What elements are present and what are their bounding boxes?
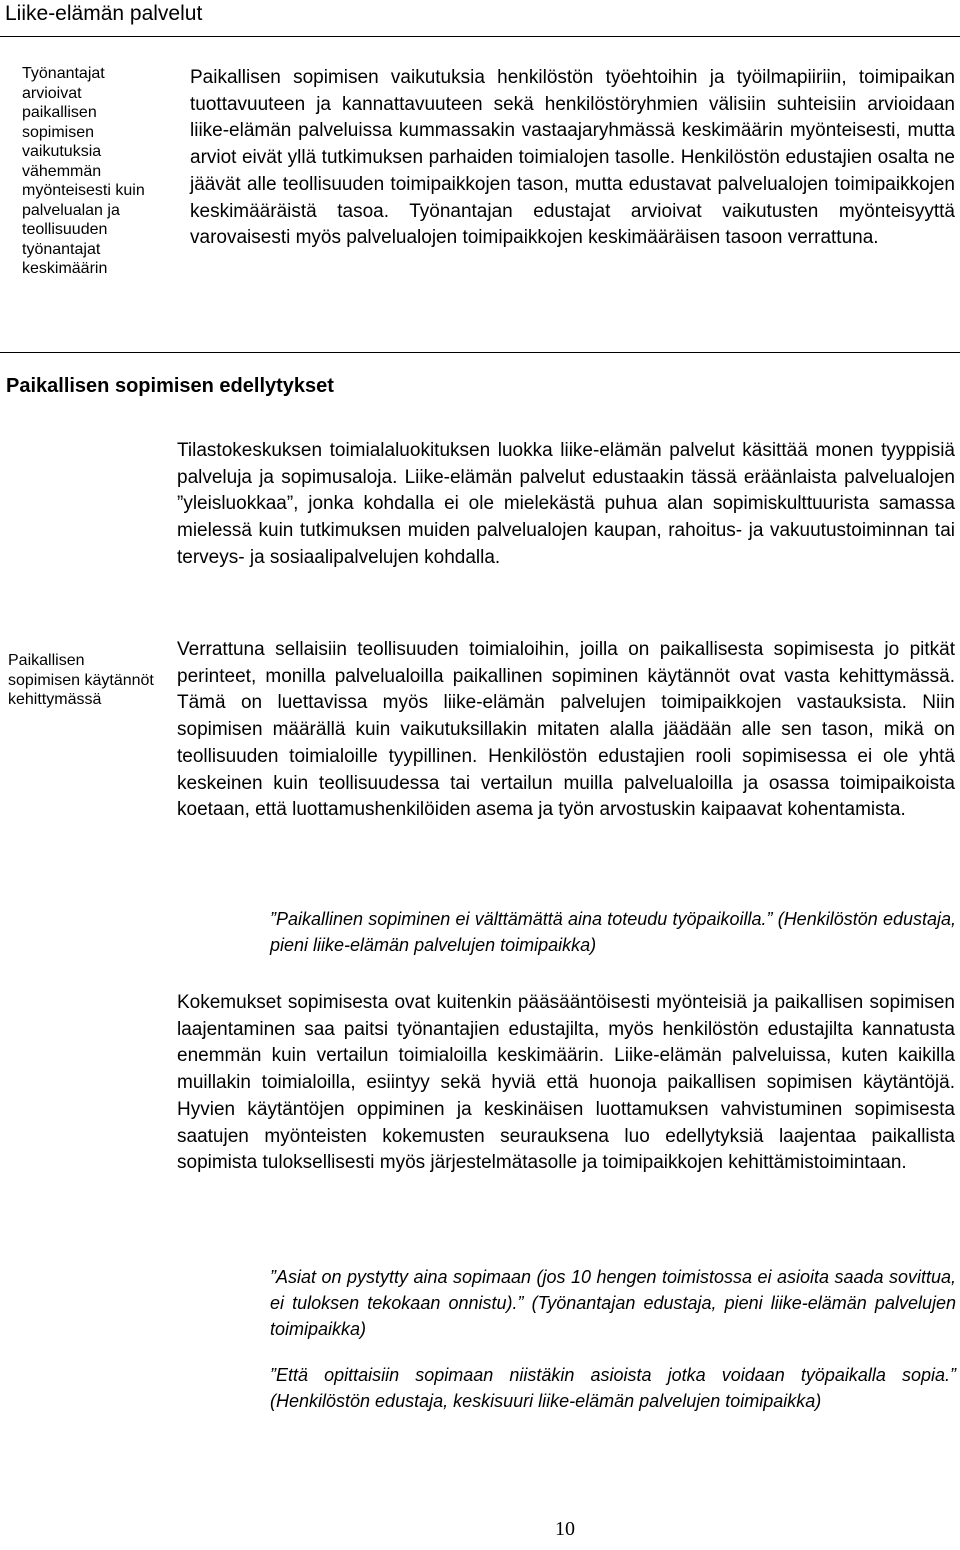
section-heading: Paikallisen sopimisen edellytykset — [6, 375, 334, 397]
margin-note-practices: Paikallisen sopimisen käytännöt kehittymässä — [8, 652, 154, 708]
paragraph-comparison: Verrattuna sellaisiin teollisuuden toimialoihin, joilla on paikallisesta sopimisesta jo pitkät perinteet, monilla palvelualoilla paikallinen sopiminen käytännöt ovat vasta kehittymässä. Tämä on luettavissa myös liike-elämän palvelujen toimipaikkojen vastauksista. Niin sopimisen määrällä kuin vaikutuksillakin mitaten alalla jäädään alle sen tason, mikä on teollisuuden toimialoille tyypillinen. Henkilöstön edustajien rooli sopimisessa ei ole yhtä keskeinen kuin teollisuudessa tai vertailun muilla palvelualoilla ja osassa toimipaikoista koetaan, että luottamushenkilöiden asema ja työn arvostuskin kaipaavat kohentamista. — [177, 639, 955, 821]
paragraph-experiences: Kokemukset sopimisesta ovat kuitenkin pääsääntöisesti myönteisiä ja paikallisen sopimisen laajentaminen saa paitsi työnantajien edustajilta, myös henkilöstön edustajilta kannatusta enemmän kuin vertailun toimialoilla keskimäärin. Liike-elämän palveluissa, kuten kaikilla muillakin toimialoilla, esiintyy sekä hyviä että huonoja paikallisen sopimisen käytäntöjä. Hyvien käytäntöjen oppiminen ja keskinäisen luottamuksen vahvistuminen sopimisesta saatujen myönteisten kokemusten seurauksena luo edellytyksiä laajentaa paikallista sopimista tuloksellisesti myös järjestelmätasolle ja toimipaikkojen kehittämistoimintaan. — [177, 992, 955, 1174]
margin-note-employers: Työnantajat arvioivat paikallisen sopimisen vaikutuksia vähemmän myönteisesti kuin palvelualan ja teollisuuden työnantajat keskimäärin — [22, 65, 145, 277]
quote-employee-representative-2: ”Että opittaisiin sopimaan niistäkin asioista jotka voidaan työpaikalla sopia.” (Henkilöstön edustaja, keskisuuri liike-elämän palvelujen toimipaikka) — [270, 1365, 956, 1411]
section-rule — [0, 352, 960, 353]
quote-employer-representative: ”Asiat on pystytty aina sopimaan (jos 10 hengen toimistossa ei asioita saada sovittua, ei tuloksen tekokaan onnistu).” (Työnantajan edustaja, pieni liike-elämän palvelujen toimipaikka) — [270, 1267, 956, 1339]
header-rule — [0, 36, 960, 37]
paragraph-classification: Tilastokeskuksen toimialaluokituksen luokka liike-elämän palvelut käsittää monen tyyppisiä palveluja ja sopimusaloja. Liike-elämän palvelut edustaakin tässä eräänlaista palvelualojen ”yleisluokkaa”, jonka kohdalla ei ole mielekästä puhua alan sopimiskulttuurista samassa mielessä kuin tutkimuksen muiden palvelualojen kaupan, rahoitus- ja vakuutustoiminnan tai terveys- ja sosiaalipalvelujen kohdalla. — [177, 440, 955, 568]
running-header-title: Liike-elämän palvelut — [5, 2, 203, 25]
page-number: 10 — [555, 1518, 575, 1540]
paragraph-effects: Paikallisen sopimisen vaikutuksia henkilöstön työehtoihin ja työilmapiiriin, toimipaikan tuottavuuteen ja kannattavuuteen sekä henkilöstöryhmien välisiin suhteisiin arvioidaan liike-elämän palveluissa kummassakin vastaajaryhmässä keskimäärin myönteisesti, mutta arviot eivät yllä tutkimuksen parhaiden toimialojen tasolle. Henkilöstön edustajien osalta ne jäävät alle teollisuuden toimipaikkojen tason, mutta edustavat palvelualojen toimipaikkojen keskimääräistä tasoa. Työnantajan edustajat arvioivat vaikutusten myönteisyyttä varovaisesti myös palvelualojen toimipaikkojen keskimääräisen tasoon verrattuna. — [190, 67, 955, 249]
quote-employee-representative: ”Paikallinen sopiminen ei välttämättä aina toteudu työpaikoilla.” (Henkilöstön edustaja, pieni liike-elämän palvelujen toimipaikka) — [270, 909, 956, 955]
